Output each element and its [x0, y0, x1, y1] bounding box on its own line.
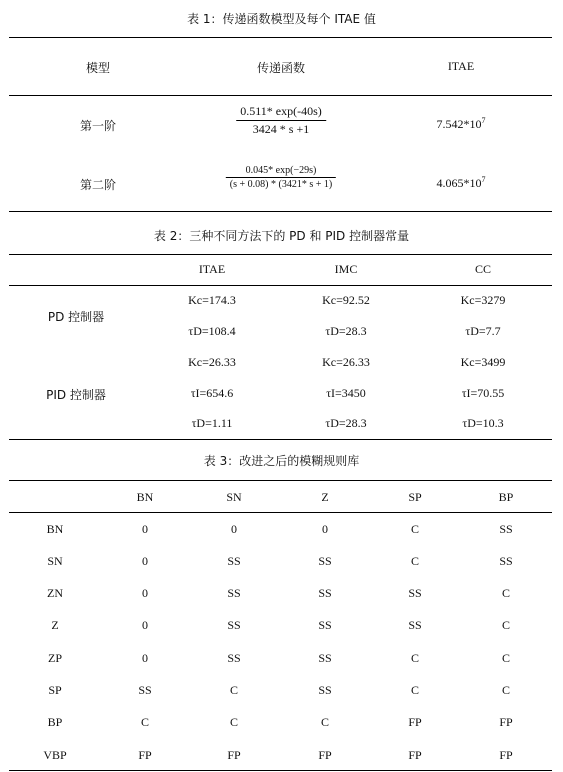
table3-cell: SS	[499, 554, 513, 568]
table2-cell: Kc=3499	[460, 355, 506, 369]
table3-cell: SS	[499, 522, 513, 536]
table3-cell: SS	[318, 618, 332, 632]
table1-top-rule	[9, 37, 552, 38]
table3-cell: SS	[227, 586, 241, 600]
table3-cell: C	[501, 586, 511, 600]
table2-cell: Kc=92.52	[322, 293, 370, 307]
table3-cell: SS	[318, 683, 332, 697]
table3-cell: FP	[227, 748, 241, 762]
itae-base: 7.542*10	[436, 117, 482, 131]
table3-col-header: SP	[408, 490, 422, 504]
table3-cell: 0	[142, 522, 148, 536]
table3-col-header: BN	[136, 490, 154, 504]
table3-cell: SS	[408, 586, 422, 600]
table3-cell: SS	[318, 651, 332, 665]
table1-bottom-rule	[9, 211, 552, 212]
table2-cell: τD=28.3	[325, 324, 367, 338]
table2-cell: τD=1.11	[191, 416, 233, 430]
table3-col-header: Z	[321, 490, 329, 504]
table2-cell: τD=7.7	[465, 324, 501, 338]
tf-denominator: 3424 * s +1	[252, 122, 310, 136]
table3-cell: C	[410, 554, 420, 568]
table3-cell: 0	[142, 651, 148, 665]
table3-cell: C	[501, 618, 511, 632]
table3-cell: C	[229, 715, 239, 729]
table1-row2-itae	[437, 176, 486, 191]
itae-exp: 7	[481, 116, 486, 125]
table3-row-header: BP	[47, 715, 63, 729]
table2-caption: 表 2：三种不同方法下的 PD 和 PID 控制器常量	[153, 229, 410, 243]
table1-row1-itae	[437, 117, 486, 132]
table3-header-rule	[9, 512, 552, 513]
table2-cell: Kc=26.33	[322, 355, 370, 369]
table3-row-header: SP	[48, 683, 62, 697]
table1-header-model: 模型	[85, 61, 111, 75]
tf-denominator: (s + 0.08) * (3421* s + 1)	[229, 179, 333, 190]
itae-base: 4.065*10	[436, 176, 482, 190]
table1-row1-model: 第一阶	[79, 119, 117, 133]
table3-cell: C	[320, 715, 330, 729]
table3-col-header: SN	[226, 490, 242, 504]
table3-row-header: ZP	[47, 651, 63, 665]
table3-row-header: Z	[51, 618, 59, 632]
table1-caption: 表 1：传递函数模型及每个 ITAE 值	[187, 12, 376, 26]
table3-cell: FP	[138, 748, 152, 762]
table3-cell: SS	[227, 554, 241, 568]
table1-row2-model: 第二阶	[79, 178, 117, 192]
table3-cell: SS	[138, 683, 152, 697]
table3-cell: C	[410, 651, 420, 665]
table3-cell: C	[410, 683, 420, 697]
table2-group-pd: PD 控制器	[47, 310, 105, 324]
table2-cell: Kc=26.33	[188, 355, 236, 369]
table3-cell: 0	[142, 586, 148, 600]
table2-cell: Kc=174.3	[188, 293, 236, 307]
table2-top-rule	[9, 254, 552, 255]
table2-cell: τI=3450	[326, 386, 366, 400]
table1-header-tf: 传递函数	[256, 61, 306, 75]
table3-row-header: SN	[47, 554, 63, 568]
table3-cell: FP	[499, 748, 513, 762]
table2-header-cc: CC	[474, 262, 492, 276]
table2-cell: τI=654.6	[190, 386, 234, 400]
table3-cell: SS	[408, 618, 422, 632]
table3-col-header: BP	[498, 490, 514, 504]
table3-row-header: ZN	[47, 586, 63, 600]
table2-cell: τD=10.3	[462, 416, 504, 430]
table3-cell: 0	[142, 554, 148, 568]
table1-row1-tf	[236, 104, 326, 137]
table2-cell: τD=28.3	[325, 416, 367, 430]
table3-caption: 表 3：改进之后的模糊规则库	[203, 454, 360, 468]
table3-cell: FP	[318, 748, 332, 762]
table3-cell: C	[140, 715, 150, 729]
table2-header-imc: IMC	[334, 262, 358, 276]
table3-row-header: VBP	[43, 748, 67, 762]
table1-header-rule	[9, 95, 552, 96]
table3-cell: C	[501, 683, 511, 697]
table3-cell: SS	[227, 618, 241, 632]
table1-row2-tf	[226, 165, 336, 190]
table3-cell: C	[410, 522, 420, 536]
tf-numerator: 0.045* exp(−29s)	[245, 165, 317, 176]
table3-cell: 0	[231, 522, 237, 536]
table2-cell: τI=70.55	[461, 386, 505, 400]
table3-cell: SS	[318, 554, 332, 568]
table3-cell: SS	[318, 586, 332, 600]
table2-cell: Kc=3279	[460, 293, 506, 307]
table3-cell: FP	[499, 715, 513, 729]
table2-group-pid: PID 控制器	[46, 388, 106, 402]
tf-numerator: 0.511* exp(-40s)	[240, 104, 322, 118]
table3-cell: 0	[142, 618, 148, 632]
table3-row-header: BN	[46, 522, 64, 536]
table3-cell: FP	[408, 715, 422, 729]
table3-cell: C	[229, 683, 239, 697]
table1-header-itae: ITAE	[447, 59, 475, 73]
itae-exp: 7	[481, 175, 486, 184]
table3-cell: FP	[408, 748, 422, 762]
table3-cell: C	[501, 651, 511, 665]
table2-header-rule	[9, 285, 552, 286]
table3-top-rule	[9, 480, 552, 481]
table3-cell: SS	[227, 651, 241, 665]
table3-bottom-rule	[9, 770, 552, 771]
table2-header-itae: ITAE	[198, 262, 226, 276]
table2-bottom-rule	[9, 439, 552, 440]
table3-cell: 0	[322, 522, 328, 536]
table2-cell: τD=108.4	[188, 324, 236, 338]
